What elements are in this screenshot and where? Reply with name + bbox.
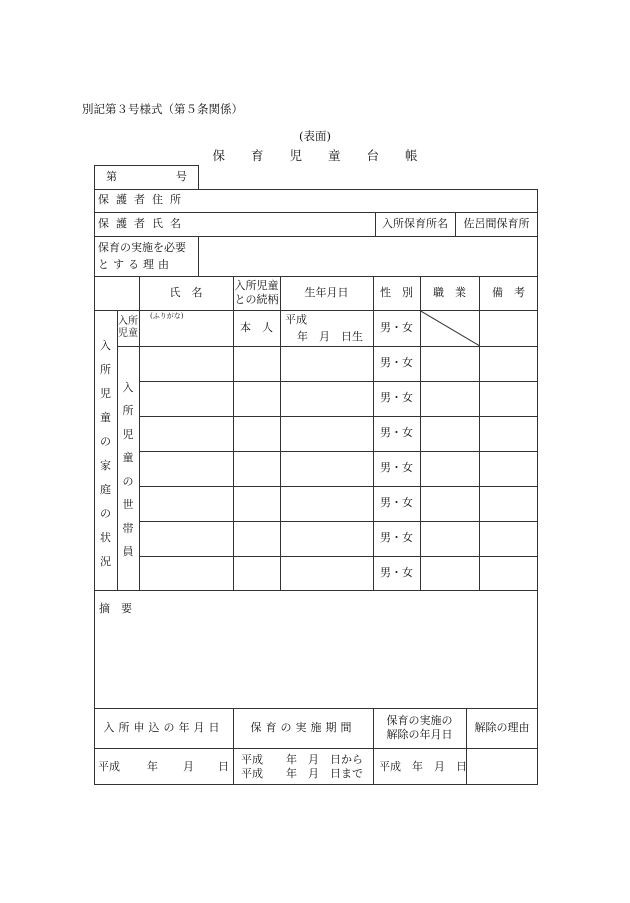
birth-date-pattern: 年 月 日生 <box>297 330 363 343</box>
col-application-date: 入所申込の年月日 <box>103 720 224 734</box>
col-header-note: 備 考 <box>492 285 525 299</box>
facility-value: 佐呂間保育所 <box>463 216 530 230</box>
section-char: 童 <box>100 411 111 424</box>
period-from-era: 平成 <box>241 753 263 766</box>
section-char: 入 <box>100 339 111 352</box>
number-prefix: 第 <box>106 170 117 183</box>
row-divider <box>94 236 538 237</box>
reason-label-line2: とする理由 <box>98 258 173 271</box>
application-day: 日 <box>218 760 229 773</box>
sex-options: 男・女 <box>380 461 413 475</box>
household-char: の <box>122 474 134 488</box>
household-char: 所 <box>122 404 134 418</box>
sex-options: 男・女 <box>380 356 413 370</box>
form-reference: 別記第３号様式（第５条関係） <box>82 102 243 116</box>
sex-options: 男・女 <box>380 426 413 440</box>
col-cancel-reason: 解除の理由 <box>474 720 530 734</box>
cancel-date-line2: 解除の年月日 <box>386 728 453 741</box>
cancel-date-value: 平成 年 月 日 <box>379 760 467 773</box>
title-char: 帳 <box>405 148 418 163</box>
sex-options: 男・女 <box>380 565 413 579</box>
row-divider <box>94 590 538 591</box>
section-char: 所 <box>100 363 111 376</box>
col-header-name: 氏 名 <box>169 285 203 299</box>
reason-label-line1: 保育の実施を必要 <box>98 241 186 254</box>
title-char: 台 <box>366 148 380 163</box>
relation-line2: との続柄 <box>234 293 279 306</box>
self-relation: 本 人 <box>240 320 273 334</box>
document-title <box>0 146 630 164</box>
col-divider <box>479 276 480 590</box>
col-divider <box>139 276 140 590</box>
application-month: 月 <box>183 760 194 773</box>
row-divider <box>94 310 538 311</box>
child-label <box>117 310 139 346</box>
sex-options: 男・女 <box>380 391 413 405</box>
guardian-name-label: 保護者氏名 <box>98 216 188 230</box>
sex-options: 男・女 <box>380 531 413 545</box>
household-char: 童 <box>122 451 134 465</box>
cancel-date-line1: 保育の実施の <box>386 713 453 727</box>
household-label <box>117 379 139 559</box>
col-header-job: 職 業 <box>433 285 466 299</box>
family-row-divider <box>117 346 538 347</box>
row-divider <box>94 748 538 749</box>
guardian-address-label: 保護者住所 <box>98 193 188 207</box>
relation-line1: 入所児童 <box>234 278 279 292</box>
household-char: 世 <box>122 498 134 512</box>
period-to-era: 平成 <box>241 767 263 780</box>
application-era: 平成 <box>98 760 120 773</box>
household-char: 帯 <box>122 521 134 535</box>
section-char: 庭 <box>100 483 111 496</box>
col-header-sex: 性 別 <box>380 285 413 299</box>
furigana-label: (ふりがな) <box>150 312 184 320</box>
family-section-label <box>94 337 117 569</box>
title-char: 保 <box>212 148 225 163</box>
child-label-line2: 児童 <box>118 328 138 339</box>
side-label: (表面) <box>299 129 331 143</box>
col-divider <box>280 276 281 590</box>
household-char: 入 <box>122 381 134 394</box>
sex-options: 男・女 <box>380 496 413 510</box>
number-suffix: 号 <box>176 170 187 183</box>
period-to-date: 年 月 日まで <box>286 767 363 780</box>
application-year: 年 <box>147 760 158 773</box>
section-char: 家 <box>100 459 111 472</box>
section-char: 況 <box>100 555 111 568</box>
summary-label: 摘 要 <box>99 602 132 615</box>
facility-label: 入所保育所名 <box>382 216 448 230</box>
household-char: 児 <box>122 427 134 441</box>
col-divider <box>198 236 199 276</box>
col-period: 保育の実施期間 <box>250 720 356 734</box>
col-cancel-date <box>373 708 466 748</box>
child-label-line1: 入所 <box>118 315 138 327</box>
title-char: 童 <box>328 148 341 163</box>
period-from-date: 年 月 日から <box>286 753 363 766</box>
col-header-birth: 生年月日 <box>304 285 349 299</box>
col-header-relation <box>233 276 280 310</box>
sex-options: 男・女 <box>380 320 413 334</box>
section-char: の <box>100 507 111 520</box>
birth-era: 平成 <box>285 313 307 326</box>
title-char: 児 <box>289 148 302 163</box>
section-char: の <box>100 435 111 448</box>
section-char: 児 <box>100 387 111 400</box>
section-char: 状 <box>100 531 111 544</box>
col-divider <box>420 276 421 590</box>
household-char: 員 <box>122 544 134 558</box>
title-char: 育 <box>250 148 264 163</box>
